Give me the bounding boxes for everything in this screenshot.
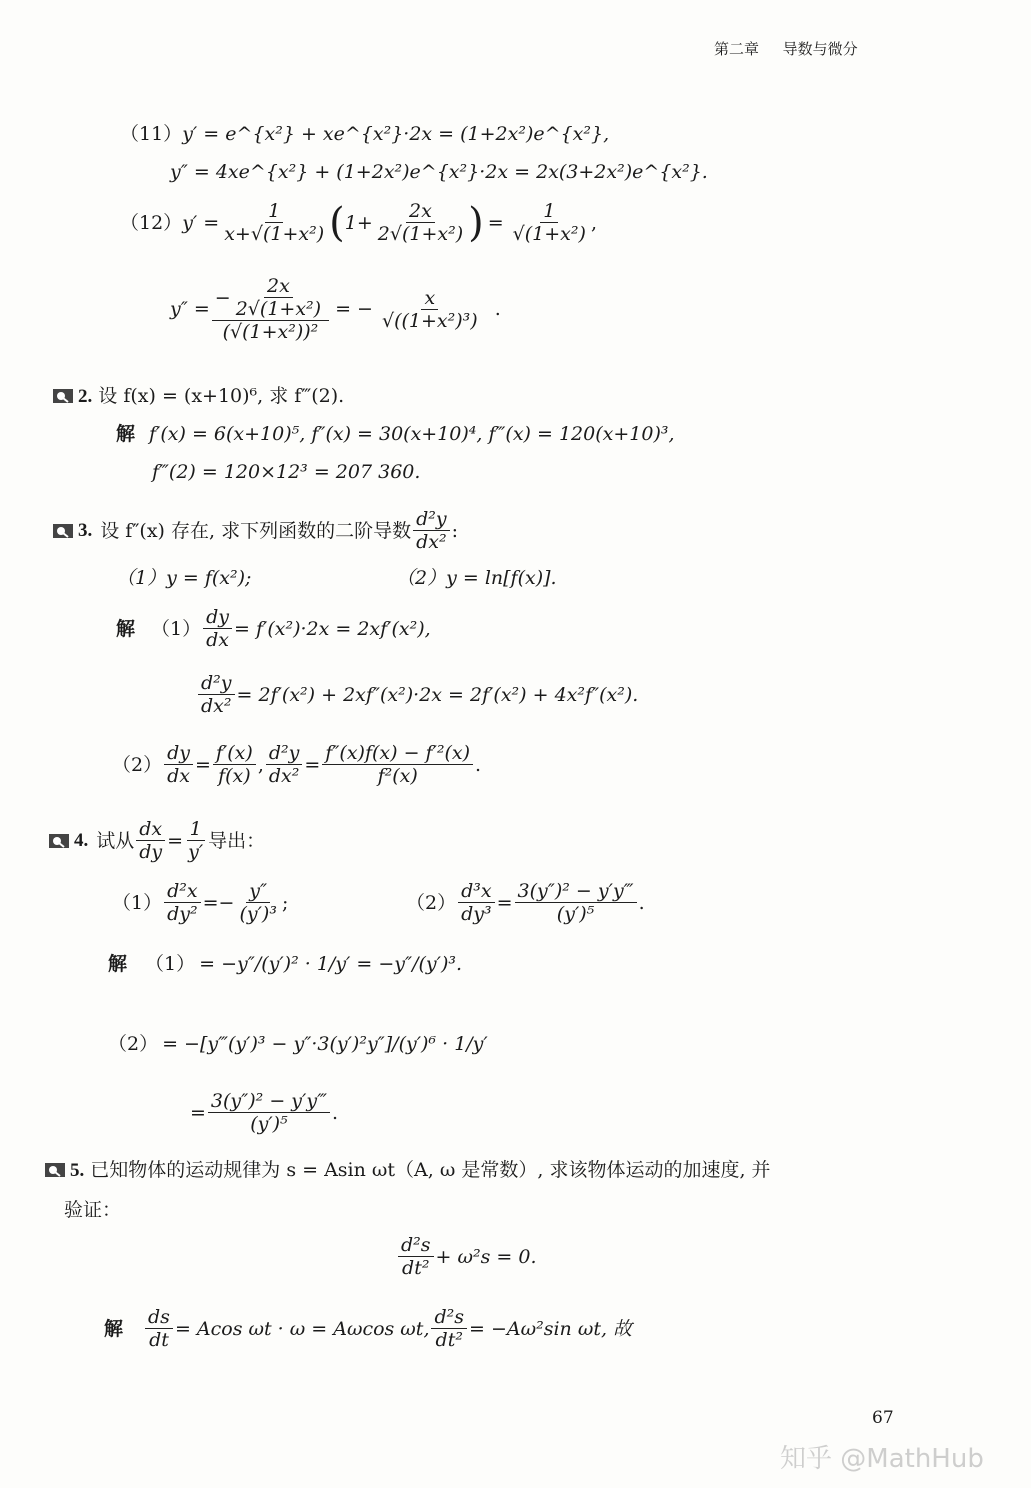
problem4-sol2 — [108, 1032, 488, 1056]
equals: = — [195, 753, 211, 776]
solution-line: f′(x) = 6(x+10)⁵, f″(x) = 30(x+10)⁴, f‴(x) = 120(x+10)³, — [149, 423, 675, 445]
solution-label: 解 — [116, 423, 136, 445]
frac-den: dx² — [416, 531, 447, 553]
frac-num: y″ — [246, 880, 270, 903]
question-text: 已知物体的运动规律为 s = Asin ωt（A, ω 是常数）, 求该物体运动的加速度, 并 — [90, 1159, 771, 1181]
problem2-question — [52, 384, 344, 409]
frac-num: d³x — [458, 880, 495, 903]
frac-den: 2√(1+x²) — [235, 298, 322, 320]
running-header — [714, 38, 858, 59]
period: . — [331, 1101, 338, 1124]
question-text: 设 f(x) = (x+10)⁶, 求 f‴(2). — [98, 385, 345, 407]
problem3-sub2: （2）y = ln[f(x)]. — [396, 567, 557, 589]
frac-num: d²y — [198, 672, 235, 695]
equals: = — [304, 753, 321, 776]
comma: , — [257, 753, 264, 776]
item12-compound-frac — [212, 275, 329, 343]
right-paren: ) — [468, 199, 484, 246]
sub-label: （1） — [145, 953, 196, 975]
compound-num: − $\frac{2x}{\text{2√(1+x²)}}$ — [212, 275, 329, 321]
frac — [213, 742, 256, 787]
chapter-label: 第二章 — [714, 40, 760, 58]
item12-label: （12） — [120, 211, 183, 234]
problem3-sol1 — [116, 606, 431, 651]
frac-num: 3(y″)² − y′y‴ — [515, 880, 637, 903]
frac-num: x — [421, 287, 438, 310]
frac — [164, 880, 201, 925]
frac-den: (y′)⁵ — [556, 903, 595, 925]
question-text: 试从 — [96, 829, 135, 852]
problem4-sub1 — [112, 880, 288, 925]
frac-num: d²y — [266, 742, 303, 765]
frac-den: y′ — [188, 841, 204, 863]
frac — [203, 606, 232, 651]
item11-label: （11） — [120, 123, 183, 145]
problem3-question — [52, 508, 458, 553]
frac-den: dx — [206, 629, 229, 651]
frac-den: dt — [149, 1329, 169, 1351]
frac-den: dy — [139, 841, 163, 863]
item11-line1 — [120, 122, 609, 146]
item12-frac2 — [375, 200, 466, 245]
question-text: 导出： — [208, 829, 266, 852]
problem-number: 4. — [74, 829, 89, 851]
problem-number: 3. — [78, 519, 93, 541]
solution-label: 解 — [108, 953, 128, 975]
frac-den: 2√(1+x²) — [377, 223, 464, 245]
frac-den: dy³ — [461, 903, 492, 925]
equals-minus: =− — [202, 891, 235, 914]
item12-lhs: y′ = — [182, 211, 220, 234]
equals: = — [167, 829, 184, 852]
problem4-sub2 — [406, 880, 645, 925]
frac-num: dy — [164, 742, 193, 765]
frac — [398, 1234, 434, 1279]
item12-lhs2: y″ = — [170, 298, 210, 320]
frac-num: f′(x) — [213, 742, 256, 765]
sub-label: （2） — [108, 1033, 159, 1055]
solution-label: 解 — [104, 1317, 124, 1340]
frac-num: f″(x)f(x) − f′²(x) — [322, 742, 473, 765]
equals: = — [487, 211, 504, 234]
problem5-question2: 验证： — [64, 1199, 122, 1221]
solution-tail: = −Aω²sin ωt, 故 — [469, 1317, 633, 1340]
comma: , — [590, 211, 597, 234]
problem-number: 5. — [70, 1160, 85, 1181]
frac-num: 1 — [540, 200, 558, 223]
question-frac — [413, 508, 450, 553]
compound-den: (√(1+x²))² — [222, 321, 319, 343]
item12-line1 — [120, 200, 597, 245]
item11-line2: y″ = 4xe^{x²} + (1+2x²)e^{x²}·2x = 2x(3+2x²)e^{x²}. — [170, 161, 708, 183]
period: . — [475, 753, 482, 776]
frac-den: dx² — [201, 695, 232, 717]
video-icon — [52, 523, 74, 539]
frac-num: d²s — [431, 1306, 467, 1329]
frac — [164, 742, 193, 787]
problem2-sol1 — [116, 422, 675, 446]
solution-line: = −y″/(y′)² · 1/y′ = −y″/(y′)³. — [199, 953, 463, 975]
frac-num: 1 — [265, 200, 283, 223]
period: . — [494, 298, 501, 320]
frac-num: dy — [203, 606, 232, 629]
frac-den: √((1+x²)³) — [381, 309, 478, 332]
frac-num: 2x — [406, 200, 435, 223]
period: . — [638, 891, 645, 914]
frac-num: 2x — [264, 275, 293, 298]
frac-den: √(1+x²) — [512, 223, 586, 245]
rhs: = 2f′(x²) + 2xf″(x²)·2x = 2f′(x²) + 4x²f″(x²). — [236, 683, 639, 706]
frac-den: x+√(1+x²) — [224, 223, 325, 245]
frac — [458, 880, 495, 925]
frac — [136, 818, 165, 863]
equals: = — [496, 891, 513, 914]
problem4-sol1 — [108, 952, 462, 976]
problem3-sol2 — [112, 742, 481, 787]
problem2-sol2: f‴(2) = 120×12³ = 207 360. — [152, 461, 421, 483]
item12-frac1 — [221, 200, 327, 245]
frac-den: f(x) — [218, 765, 251, 787]
frac — [515, 880, 637, 925]
sub-label: （2） — [406, 891, 457, 914]
rhs-eq: = − — [335, 298, 373, 320]
frac — [431, 1306, 467, 1351]
frac-den: dx² — [268, 765, 300, 787]
sub-label: （1） — [112, 891, 163, 914]
problem3-sub1: （1）y = f(x²); — [116, 567, 252, 589]
frac-num: dx — [136, 818, 165, 841]
frac-den: (y′)³ — [239, 903, 277, 925]
frac-num: d²x — [164, 880, 201, 903]
frac-den: (y′)⁵ — [250, 1113, 288, 1135]
frac-num: 3(y″)² − y′y‴ — [208, 1090, 330, 1113]
problem3-sol1b — [196, 672, 638, 717]
item11-eq1: y′ = e^{x²} + xe^{x²}·2x = (1+2x²)e^{x²}, — [182, 123, 610, 145]
frac-den: dt² — [402, 1257, 430, 1279]
problem4-sol2-final — [190, 1090, 338, 1135]
frac-den: dx — [167, 765, 190, 787]
frac-num: ds — [145, 1306, 173, 1329]
semicolon: ; — [281, 891, 289, 914]
rhs: = f′(x²)·2x = 2xf′(x²), — [234, 617, 431, 640]
video-icon — [44, 1162, 66, 1178]
frac-den: f²(x) — [377, 765, 418, 787]
solution-line: = −[y‴(y′)³ − y″·3(y′)²y″]/(y′)⁶ · 1/y′ — [162, 1033, 488, 1055]
frac-num: 1 — [187, 818, 205, 841]
frac — [322, 742, 473, 787]
frac — [198, 672, 235, 717]
frac — [266, 742, 303, 787]
problem5-equation — [396, 1234, 536, 1279]
frac-num: d²y — [413, 508, 450, 531]
video-icon — [52, 388, 74, 404]
frac-den: dy² — [167, 903, 198, 925]
solution-mid: = Acos ωt · ω = Aωcos ωt, — [174, 1317, 430, 1340]
item12-frac4 — [379, 287, 481, 332]
equals: = — [190, 1101, 206, 1124]
sub-label: （1） — [151, 617, 202, 640]
solution-label: 解 — [116, 617, 136, 640]
watermark: 知乎 @MathHub — [780, 1444, 984, 1474]
video-icon — [48, 833, 70, 849]
colon: : — [451, 519, 459, 542]
left-paren: ( — [329, 199, 345, 246]
problem4-question — [48, 818, 265, 863]
frac — [185, 818, 206, 863]
frac-den: dt² — [435, 1329, 463, 1351]
frac — [145, 1306, 173, 1351]
paren-lead: 1+ — [344, 211, 373, 234]
item12-frac3 — [510, 200, 589, 245]
inner-frac — [233, 275, 324, 320]
rhs: + ω²s = 0. — [435, 1245, 537, 1268]
frac-num: d²s — [398, 1234, 434, 1257]
chapter-title: 导数与微分 — [782, 40, 858, 58]
question-text: 设 f″(x) 存在, 求下列函数的二阶导数 — [100, 519, 412, 542]
item12-line2 — [170, 275, 501, 343]
problem5-solution — [104, 1306, 632, 1351]
problem-number: 2. — [78, 386, 93, 407]
problem5-question — [44, 1158, 771, 1183]
sub-label: （2） — [112, 753, 163, 776]
frac — [236, 880, 280, 925]
frac — [208, 1090, 330, 1135]
page-number: 67 — [872, 1408, 894, 1428]
